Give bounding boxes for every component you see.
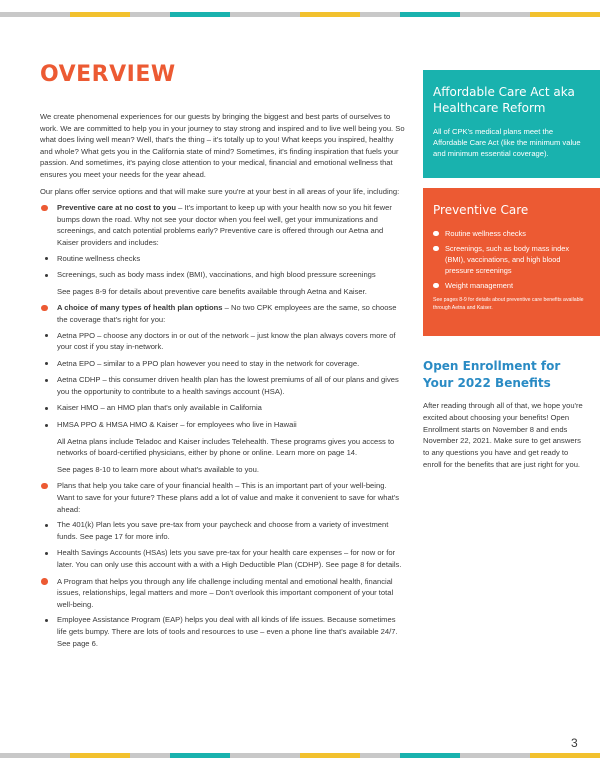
benefit-text: A Program that helps you through any life challenge including mental and emotional health, financial issues, relationships, legal matters and more – Don't overlook this important component of your total well-being. — [57, 576, 394, 609]
intro-paragraph: We create phenomenal experiences for our guests by bringing the biggest and best parts of ourselves to work. We are committed to help you in your journey to stay strong and inspired and to live well being you. So what does living well mean? Well, that's the thing – it's totally up to you! What keeps you inspired, healthy and whole? What gets you in the California state of mind? Sometimes, it's finding inspiration that fuels your passion. And sometimes, it's paying close attention to your medical, financial and emotional wellness that ensures you meet your needs for the year ahead. — [40, 112, 405, 179]
bottom-color-stripe — [0, 753, 600, 758]
sub-list — [40, 614, 405, 649]
sub-list-item: Routine wellness checks — [40, 253, 405, 265]
bullet-dot — [41, 305, 48, 312]
open-enrollment-title: Open Enrollment for Your 2022 Benefits — [423, 359, 561, 390]
preventive-care-item: Weight management — [433, 280, 588, 291]
preventive-care-title: Preventive Care — [433, 203, 529, 217]
benefit-heading: A choice of many types of health plan options — [57, 303, 223, 313]
aca-callout-box — [423, 70, 600, 178]
benefit-text: – It's important to keep up with your health now so you hit fewer bumps down the road. Why not see your doctor when you feel well, get your immunizations and screenings, and catch potential problems early? Preventive care is offered through our Aetna and Kaiser providers and includes: — [57, 203, 392, 247]
sub-list-item: The 401(k) Plan lets you save pre-tax from your paycheck and choose from a variety of investment funds. See page 17 for more info. — [40, 519, 405, 542]
open-enrollment-section — [423, 358, 583, 471]
section-note: See pages 8-10 to learn more about what's available to you. — [57, 464, 259, 474]
sub-list-item: Screenings, such as body mass index (BMI), vaccinations, and high blood pressure screenings — [40, 269, 405, 281]
benefit-heading: Preventive care at no cost to you — [57, 203, 177, 213]
sub-list-item: Health Savings Accounts (HSAs) lets you save pre-tax for your health care expenses – for now or for later. You can only use this account with a with a High Deductible Plan (CDHP). See page 8 for details. — [40, 547, 405, 570]
preventive-care-list — [433, 228, 588, 291]
preventive-care-note: See pages 8-9 for details about preventive care benefits available through Aetna and Kaiser. — [433, 297, 584, 311]
aca-body: All of CPK's medical plans meet the Affordable Care Act (like the minimum value and minimum essential coverage). — [433, 127, 581, 159]
preventive-care-item: Screenings, such as body mass index (BMI), vaccinations, and high blood pressure screenings — [433, 243, 588, 276]
sub-list — [40, 519, 405, 570]
benefit-bullet — [40, 480, 405, 515]
sub-list-item: Aetna EPO – similar to a PPO plan however you need to stay in the network for coverage. — [40, 358, 405, 370]
bullet-dot — [41, 483, 48, 490]
sub-list — [40, 253, 405, 281]
bullet-dot — [41, 578, 48, 585]
preventive-care-item: Routine wellness checks — [433, 228, 588, 239]
sub-list-item: Aetna PPO – choose any doctors in or out of the network – just know the plan always covers more of your cost if you stay in-network. — [40, 330, 405, 353]
benefit-text: Plans that help you take care of your financial health – This is an important part of your well-being. Want to save for your future? These plans add a lot of value and make it convenient to save for what's ahead: — [57, 481, 400, 514]
benefit-text: – No two CPK employees are the same, so choose the coverage that's right for you: — [57, 303, 397, 324]
section-note: All Aetna plans include Teladoc and Kaiser includes Telehealth. These programs gives you access to networks of board-certified physicians, either by phone or online. Learn more on page 14. — [57, 436, 395, 458]
sub-list-item: Employee Assistance Program (EAP) helps you deal with all kinds of life issues. Because sometimes life gets bumpy. There are lots of tools and resources to use – even a phone line that's available 24/7. See page 6. — [40, 614, 405, 649]
sub-list-item: Kaiser HMO – an HMO plan that's only available in California — [40, 402, 405, 414]
benefit-bullet — [40, 202, 405, 248]
sub-list-item: HMSA PPO & HMSA HMO & Kaiser – for employees who live in Hawaii — [40, 419, 405, 431]
sub-list-item: Aetna CDHP – this consumer driven health plan has the lowest premiums of all of our plans and gives you the opportunity to contribute to a health savings account (HSA). — [40, 374, 405, 397]
benefit-sections — [40, 202, 405, 649]
page-number: 3 — [571, 736, 578, 750]
bullet-dot — [41, 205, 48, 212]
overview-column — [40, 62, 405, 654]
open-enrollment-body: After reading through all of that, we hope you're excited about choosing your benefits! Open Enrollment starts on November 8 and ends November 22, 2021. Make sure to get answers to any questions you have and get ready to enroll for the benefits that are just right for you. — [423, 401, 583, 469]
lead-paragraph: Our plans offer service options and that will make sure you're at your best in all areas of your life, including: — [40, 186, 400, 196]
page-title: OVERVIEW — [40, 62, 176, 87]
aca-title: Affordable Care Act aka Healthcare Reform — [433, 85, 575, 115]
top-color-stripe — [0, 12, 600, 17]
benefit-bullet — [40, 302, 405, 325]
benefit-bullet — [40, 576, 405, 611]
sub-list — [40, 330, 405, 431]
preventive-care-box — [423, 188, 600, 336]
section-note: See pages 8-9 for details about preventive care benefits available through Aetna and Kaiser. — [57, 286, 367, 296]
